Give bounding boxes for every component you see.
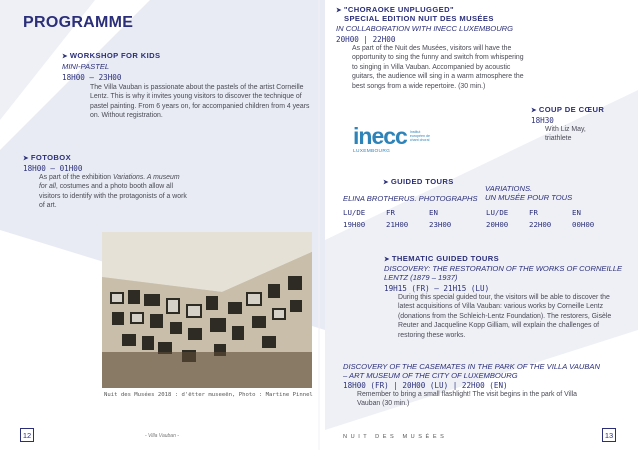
inecc-logo bbox=[353, 124, 433, 160]
tour1-schedule: LU/DE 19H00 FR 21H00 EN 23H00 bbox=[343, 208, 452, 229]
inecc-sub: LUXEMBOURG bbox=[353, 149, 391, 154]
casemates-subtitle: DISCOVERY OF THE CASEMATES IN THE PARK OF THE VILLA VAUBAN – ART MUSEUM OF THE CITY OF LUXEMBOURG bbox=[343, 362, 600, 380]
tour1-title: ELINA BROTHERUS. PHOTOGRAPHS bbox=[343, 194, 478, 203]
photo-wall-frames bbox=[102, 232, 312, 388]
inecc-wordmark: inecc bbox=[353, 123, 407, 149]
coup-time: 18H30 bbox=[531, 116, 554, 125]
coup-heading: ➤ COUP DE CŒUR bbox=[531, 105, 605, 114]
karaoke-heading: ➤ "CHORAOKE UNPLUGGED" bbox=[336, 5, 454, 14]
thematic-heading: ➤ THEMATIC GUIDED TOURS bbox=[384, 254, 500, 263]
thematic-body: During this special guided tour, the visitors will be able to discover the latest acquisitions of Villa Vauban: various works by Corneille Lentz (donations from the Schleich-Lentz Foundation). The restorers, Gisèle Reuter and Jacqueline Kopp Gilliam, will explain the challenges of restoring these works. bbox=[398, 294, 612, 339]
thematic-section bbox=[384, 254, 624, 340]
tour2-schedule: LU/DE 20H00 FR 22H00 EN 00H00 bbox=[486, 208, 595, 229]
exhibition-photo bbox=[102, 232, 312, 388]
workshop-subtitle: MINI-PASTEL bbox=[62, 62, 110, 71]
thematic-time: 19H15 (FR) – 21H15 (LU) bbox=[384, 284, 490, 293]
casemates-section bbox=[343, 362, 628, 409]
tour2-title: VARIATIONS. UN MUSÉE POUR TOUS bbox=[485, 184, 573, 202]
workshop-body: The Villa Vauban is passionate about the pastels of the artist Corneille Lentz. This is why it invites young visitors to discover the technique of pastel painting. From 6 years on, for accompanied children from 4 years on. Without registration. bbox=[90, 84, 310, 120]
photo-caption: Nuit des Musées 2018 : d'ëtter museeën, Photo : Martine Pinnel bbox=[104, 392, 313, 398]
workshop-section bbox=[62, 51, 312, 121]
workshop-time: 18H00 – 23H00 bbox=[62, 73, 122, 82]
casemates-body: Remember to bring a small flashlight! The visit begins in the park of Villa Vauban (30 min.) bbox=[357, 391, 577, 408]
workshop-heading: ➤ WORKSHOP FOR KIDS bbox=[62, 51, 161, 60]
exhibition-name: Variations. A museum for all bbox=[39, 174, 180, 191]
page-title: PROGRAMME bbox=[23, 14, 134, 31]
footer-left: - Villa Vauban - bbox=[145, 433, 179, 439]
thematic-subtitle: DISCOVERY: THE RESTORATION OF THE WORKS OF CORNEILLE LENTZ (1879 – 1937) bbox=[384, 264, 623, 282]
inecc-tagline: Institut européen de chant choral bbox=[409, 130, 431, 143]
karaoke-section bbox=[336, 5, 526, 91]
fotobox-time: 18H00 – 01H00 bbox=[23, 164, 83, 173]
fotobox-heading: ➤ FOTOBOX bbox=[23, 153, 72, 162]
coup-section bbox=[531, 105, 631, 144]
footer-right: N U I T D E S M U S É E S bbox=[343, 434, 445, 440]
casemates-time: 18H00 (FR) | 20H00 (LU) | 22H00 (EN) bbox=[343, 381, 508, 390]
karaoke-heading-2: SPECIAL EDITION NUIT DES MUSÉES bbox=[344, 14, 494, 23]
karaoke-subtitle: IN COLLABORATION WITH INECC LUXEMBOURG bbox=[336, 24, 514, 33]
karaoke-body: As part of the Nuit des Musées, visitors will have the opportunity to sing the funny and switch from whispering to singing in Villa Vauban. Accompanied by acoustic guitars, the audience will sing in a warm atmosphere the best songs from a wide repertoire. (30 min.) bbox=[352, 45, 524, 90]
karaoke-time: 20H00 | 22H00 bbox=[336, 35, 396, 44]
page-number-right: 13 bbox=[602, 428, 616, 442]
page-number-left: 12 bbox=[20, 428, 34, 442]
fotobox-body: As part of the exhibition Variations. A museum for all, costumes and a photo booth allow all visitors to identify with the protagonists of a work of art. bbox=[39, 174, 187, 210]
guided-heading: ➤ GUIDED TOURS bbox=[383, 177, 454, 186]
fotobox-section bbox=[23, 153, 193, 211]
coup-body: With Liz May, triathlete bbox=[545, 126, 586, 143]
